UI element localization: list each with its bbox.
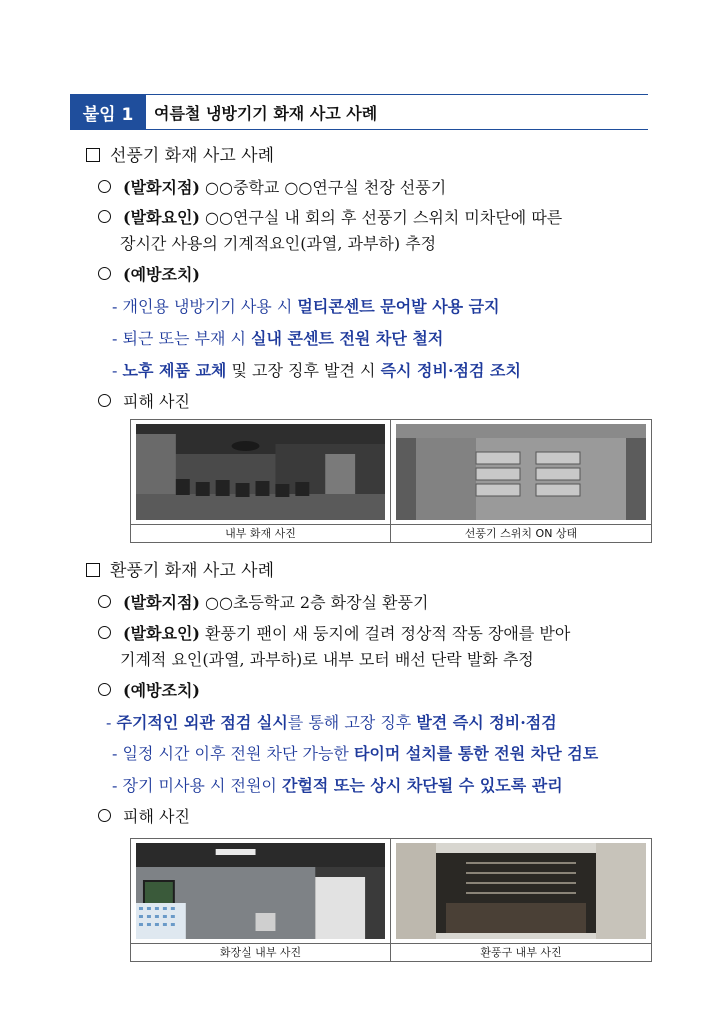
interior-fire-photo <box>136 424 385 520</box>
circle-bullet-icon <box>98 267 111 280</box>
bullet-label: (발화요인) <box>123 208 200 227</box>
text-part: 를 통해 고장 징후 <box>287 713 417 732</box>
bullet-text: ○○연구실 내 회의 후 선풍기 스위치 미차단에 따른 <box>199 208 563 227</box>
vent-interior-photo <box>396 843 646 939</box>
section2-title-row <box>86 560 274 582</box>
photo-cell <box>131 839 391 943</box>
text-part: - <box>106 713 117 732</box>
text-emphasis: 멀티콘센트 문어발 사용 금지 <box>297 297 500 316</box>
bullet-text: ○○중학교 ○○연구실 천장 선풍기 <box>199 178 447 197</box>
appendix-header <box>70 94 648 130</box>
circle-bullet-icon <box>98 180 111 193</box>
section2-bullet-origin <box>98 592 428 614</box>
checkbox-square-icon <box>86 148 100 162</box>
photo-caption: 선풍기 스위치 ON 상태 <box>464 527 578 540</box>
bullet-label: (예방조치) <box>123 681 200 700</box>
photo-cell <box>131 420 391 524</box>
appendix-tag: 붙임 1 <box>70 94 146 130</box>
section1-bullet-prevention <box>98 264 200 286</box>
section1-bullet-photos <box>98 391 190 413</box>
text-part: - <box>112 361 123 380</box>
section2-photo-table <box>130 838 652 962</box>
bullet-label: (발화지점) <box>123 593 200 612</box>
photo-cell <box>391 839 651 943</box>
checkbox-square-icon <box>86 563 100 577</box>
circle-bullet-icon <box>98 210 111 223</box>
section1-bullet-origin <box>98 177 446 199</box>
section1-prevention-1 <box>112 296 500 318</box>
text-emphasis: 실내 콘센트 전원 차단 철저 <box>251 329 444 348</box>
photo-caption: 환풍구 내부 사진 <box>480 946 562 959</box>
bullet-label: (예방조치) <box>123 265 200 284</box>
restroom-interior-photo <box>136 843 385 939</box>
bullet-text: 환풍기 팬이 새 둥지에 걸려 정상적 작동 장애를 받아 <box>199 624 571 643</box>
photo-caption: 내부 화재 사진 <box>131 525 391 542</box>
text-emphasis: 노후 제품 교체 <box>122 361 227 380</box>
appendix-title: 여름철 냉방기기 화재 사고 사례 <box>154 103 378 123</box>
photo-cell <box>391 420 651 524</box>
circle-bullet-icon <box>98 394 111 407</box>
text-part: - 장기 미사용 시 전원이 <box>112 776 282 795</box>
bullet-text: ○○초등학교 2층 화장실 환풍기 <box>199 593 429 612</box>
bullet-label: (발화지점) <box>123 178 200 197</box>
text-emphasis: 간헐적 또는 상시 차단될 수 있도록 관리 <box>281 776 563 795</box>
text-part: - 일정 시간 이후 전원 차단 가능한 <box>112 744 354 763</box>
bullet-text: 피해 사진 <box>123 392 190 411</box>
section2-prevention-3 <box>112 775 563 797</box>
section1-title-row <box>86 145 274 167</box>
text-part: - 개인용 냉방기기 사용 시 <box>112 297 298 316</box>
section2-bullet-cause-cont: 기계적 요인(과열, 과부하)로 내부 모터 배선 단락 발화 추정 <box>120 650 534 669</box>
text-emphasis: 타이머 설치를 통한 전원 차단 검토 <box>353 744 599 763</box>
section2-prevention-1 <box>106 712 557 734</box>
section2-bullet-cause <box>98 623 570 645</box>
section1-prevention-3 <box>112 360 521 382</box>
section1-bullet-cause <box>98 207 562 229</box>
text-part: 및 고장 징후 발견 시 <box>226 361 381 380</box>
text-emphasis: 주기적인 외관 점검 실시 <box>116 713 288 732</box>
bullet-label: (발화요인) <box>123 624 200 643</box>
circle-bullet-icon <box>98 683 111 696</box>
header-bottom-rule <box>146 129 648 130</box>
circle-bullet-icon <box>98 626 111 639</box>
circle-bullet-icon <box>98 595 111 608</box>
section1-title: 선풍기 화재 사고 사례 <box>110 146 275 166</box>
fan-switch-photo <box>396 424 646 520</box>
section1-bullet-cause-cont: 장시간 사용의 기계적요인(과열, 과부하) 추정 <box>120 234 437 253</box>
circle-bullet-icon <box>98 809 111 822</box>
section2-prevention-2 <box>112 743 598 765</box>
photo-caption: 화장실 내부 사진 <box>131 944 391 961</box>
section2-bullet-prevention <box>98 680 200 702</box>
text-part: - 퇴근 또는 부재 시 <box>112 329 252 348</box>
text-emphasis: 즉시 정비·점검 조치 <box>380 361 521 380</box>
section1-photo-table <box>130 419 652 543</box>
bullet-text: 피해 사진 <box>123 807 190 826</box>
text-emphasis: 발견 즉시 정비·점검 <box>416 713 557 732</box>
section2-bullet-photos <box>98 806 190 828</box>
section1-prevention-2 <box>112 328 443 350</box>
section2-title: 환풍기 화재 사고 사례 <box>110 561 275 581</box>
